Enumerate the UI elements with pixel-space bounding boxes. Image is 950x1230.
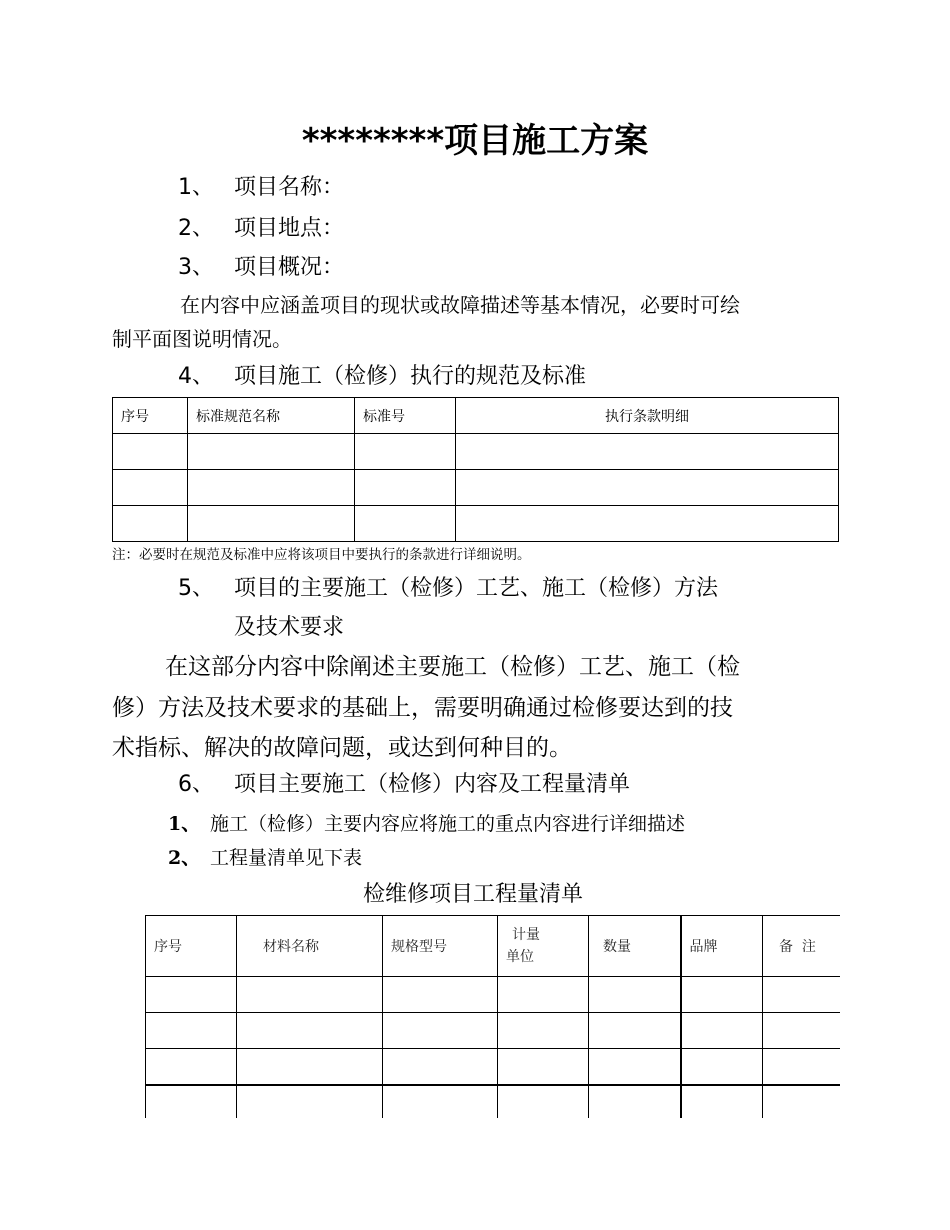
table-header-row (113, 398, 839, 434)
table-cell[interactable] (355, 434, 456, 470)
table-cell[interactable] (763, 1085, 840, 1118)
section-6-item-1 (168, 808, 685, 840)
table-cell[interactable] (188, 434, 355, 470)
table-cell[interactable] (498, 1013, 589, 1049)
table-cell[interactable] (763, 1013, 840, 1049)
table-cell[interactable] (498, 977, 589, 1013)
section-3-paragraph-line1: 在内容中应涵盖项目的现状或故障描述等基本情况，必要时可绘 (180, 293, 740, 317)
section-3-paragraph-line2: 制平面图说明情况。 (112, 327, 292, 351)
header-cell: 备 注 (763, 916, 840, 977)
table-cell[interactable] (146, 1085, 237, 1118)
item-text: 施工（检修）主要内容应将施工的重点内容进行详细描述 (210, 813, 686, 835)
table-row (113, 506, 839, 542)
section-6-item-2 (168, 842, 362, 874)
header-cell-line: 计量 (512, 927, 540, 943)
section-number: 6、 (178, 772, 214, 797)
table-cell[interactable] (589, 1049, 681, 1086)
table-cell[interactable] (355, 506, 456, 542)
header-cell: 品牌 (681, 916, 763, 977)
header-cell (498, 916, 589, 977)
section-5-heading-line2: 及技术要求 (234, 615, 345, 640)
table-cell[interactable] (146, 977, 237, 1013)
section-4-heading (178, 361, 586, 393)
table-row (113, 470, 839, 506)
table-cell[interactable] (383, 1013, 498, 1049)
section-number: 4、 (178, 364, 214, 389)
item-text: 工程量清单见下表 (210, 847, 363, 869)
table-cell[interactable] (237, 1013, 383, 1049)
header-cell: 材料名称 (237, 916, 383, 977)
section-2-heading (178, 213, 344, 245)
standards-table (112, 397, 839, 542)
table-cell[interactable] (498, 1085, 589, 1118)
table-cell[interactable] (681, 1013, 763, 1049)
header-cell: 规格型号 (383, 916, 498, 977)
section-1-heading (178, 172, 344, 204)
table-cell[interactable] (355, 470, 456, 506)
table-cell[interactable] (188, 470, 355, 506)
table-cell[interactable] (456, 470, 839, 506)
table-cell[interactable] (498, 1049, 589, 1086)
table-cell[interactable] (456, 506, 839, 542)
table-row (146, 1085, 840, 1118)
item-number: 2、 (168, 847, 201, 869)
header-cell: 数量 (589, 916, 681, 977)
bill-of-quantities-table (145, 915, 840, 1118)
table-cell[interactable] (589, 977, 681, 1013)
section-label: 项目的主要施工（检修）工艺、施工（检修）方法 (234, 576, 719, 601)
table-cell[interactable] (188, 506, 355, 542)
table-cell[interactable] (237, 977, 383, 1013)
table-cell[interactable] (383, 1085, 498, 1118)
section-5-paragraph-line2: 修）方法及技术要求的基础上，需要明确通过检修要达到的技 (112, 695, 733, 721)
section-5-heading (178, 573, 718, 605)
header-cell: 序号 (113, 398, 188, 434)
table-cell[interactable] (383, 1049, 498, 1086)
table-cell[interactable] (237, 1049, 383, 1086)
table-cell[interactable] (456, 434, 839, 470)
header-cell-line: 单位 (506, 949, 534, 965)
item-number: 1、 (168, 813, 201, 835)
table-cell[interactable] (146, 1049, 237, 1086)
header-cell: 标准号 (355, 398, 456, 434)
header-cell: 执行条款明细 (456, 398, 839, 434)
caption-text: 检维修项目工程量清单 (362, 882, 583, 907)
table-cell[interactable] (681, 1085, 763, 1118)
table-row (146, 977, 840, 1013)
table-cell[interactable] (589, 1085, 681, 1118)
table-cell[interactable] (383, 977, 498, 1013)
table-cell[interactable] (237, 1085, 383, 1118)
table-row (113, 434, 839, 470)
table-cell[interactable] (113, 506, 188, 542)
section-label: 项目名称： (234, 175, 345, 200)
table-cell[interactable] (763, 1049, 840, 1086)
table-row (146, 1049, 840, 1086)
section-number: 1、 (178, 175, 214, 200)
section-number: 3、 (178, 255, 214, 280)
section-6-heading (178, 769, 630, 801)
bill-table-caption (0, 879, 950, 911)
header-cell: 标准规范名称 (188, 398, 355, 434)
section-5-paragraph-line1: 在这部分内容中除阐述主要施工（检修）工艺、施工（检 (165, 654, 740, 680)
table-cell[interactable] (113, 470, 188, 506)
section-5-paragraph-line3: 术指标、解决的故障问题，或达到何种目的。 (112, 735, 572, 761)
table-cell[interactable] (681, 1049, 763, 1086)
section-label: 项目地点： (234, 216, 345, 241)
document-title: ********项目施工方案 (301, 121, 649, 161)
section-label: 项目主要施工（检修）内容及工程量清单 (234, 772, 631, 797)
section-number: 5、 (178, 576, 214, 601)
table-cell[interactable] (589, 1013, 681, 1049)
section-3-heading (178, 252, 344, 284)
table-cell[interactable] (763, 977, 840, 1013)
header-cell: 序号 (146, 916, 237, 977)
section-label: 项目概况： (234, 255, 345, 280)
table-cell[interactable] (681, 977, 763, 1013)
section-number: 2、 (178, 216, 214, 241)
table-cell[interactable] (113, 434, 188, 470)
table-header-row (146, 916, 840, 977)
standards-table-note: 注：必要时在规范及标准中应将该项目中要执行的条款进行详细说明。 (112, 547, 531, 563)
section-label: 项目施工（检修）执行的规范及标准 (234, 364, 587, 389)
table-row (146, 1013, 840, 1049)
table-cell[interactable] (146, 1013, 237, 1049)
